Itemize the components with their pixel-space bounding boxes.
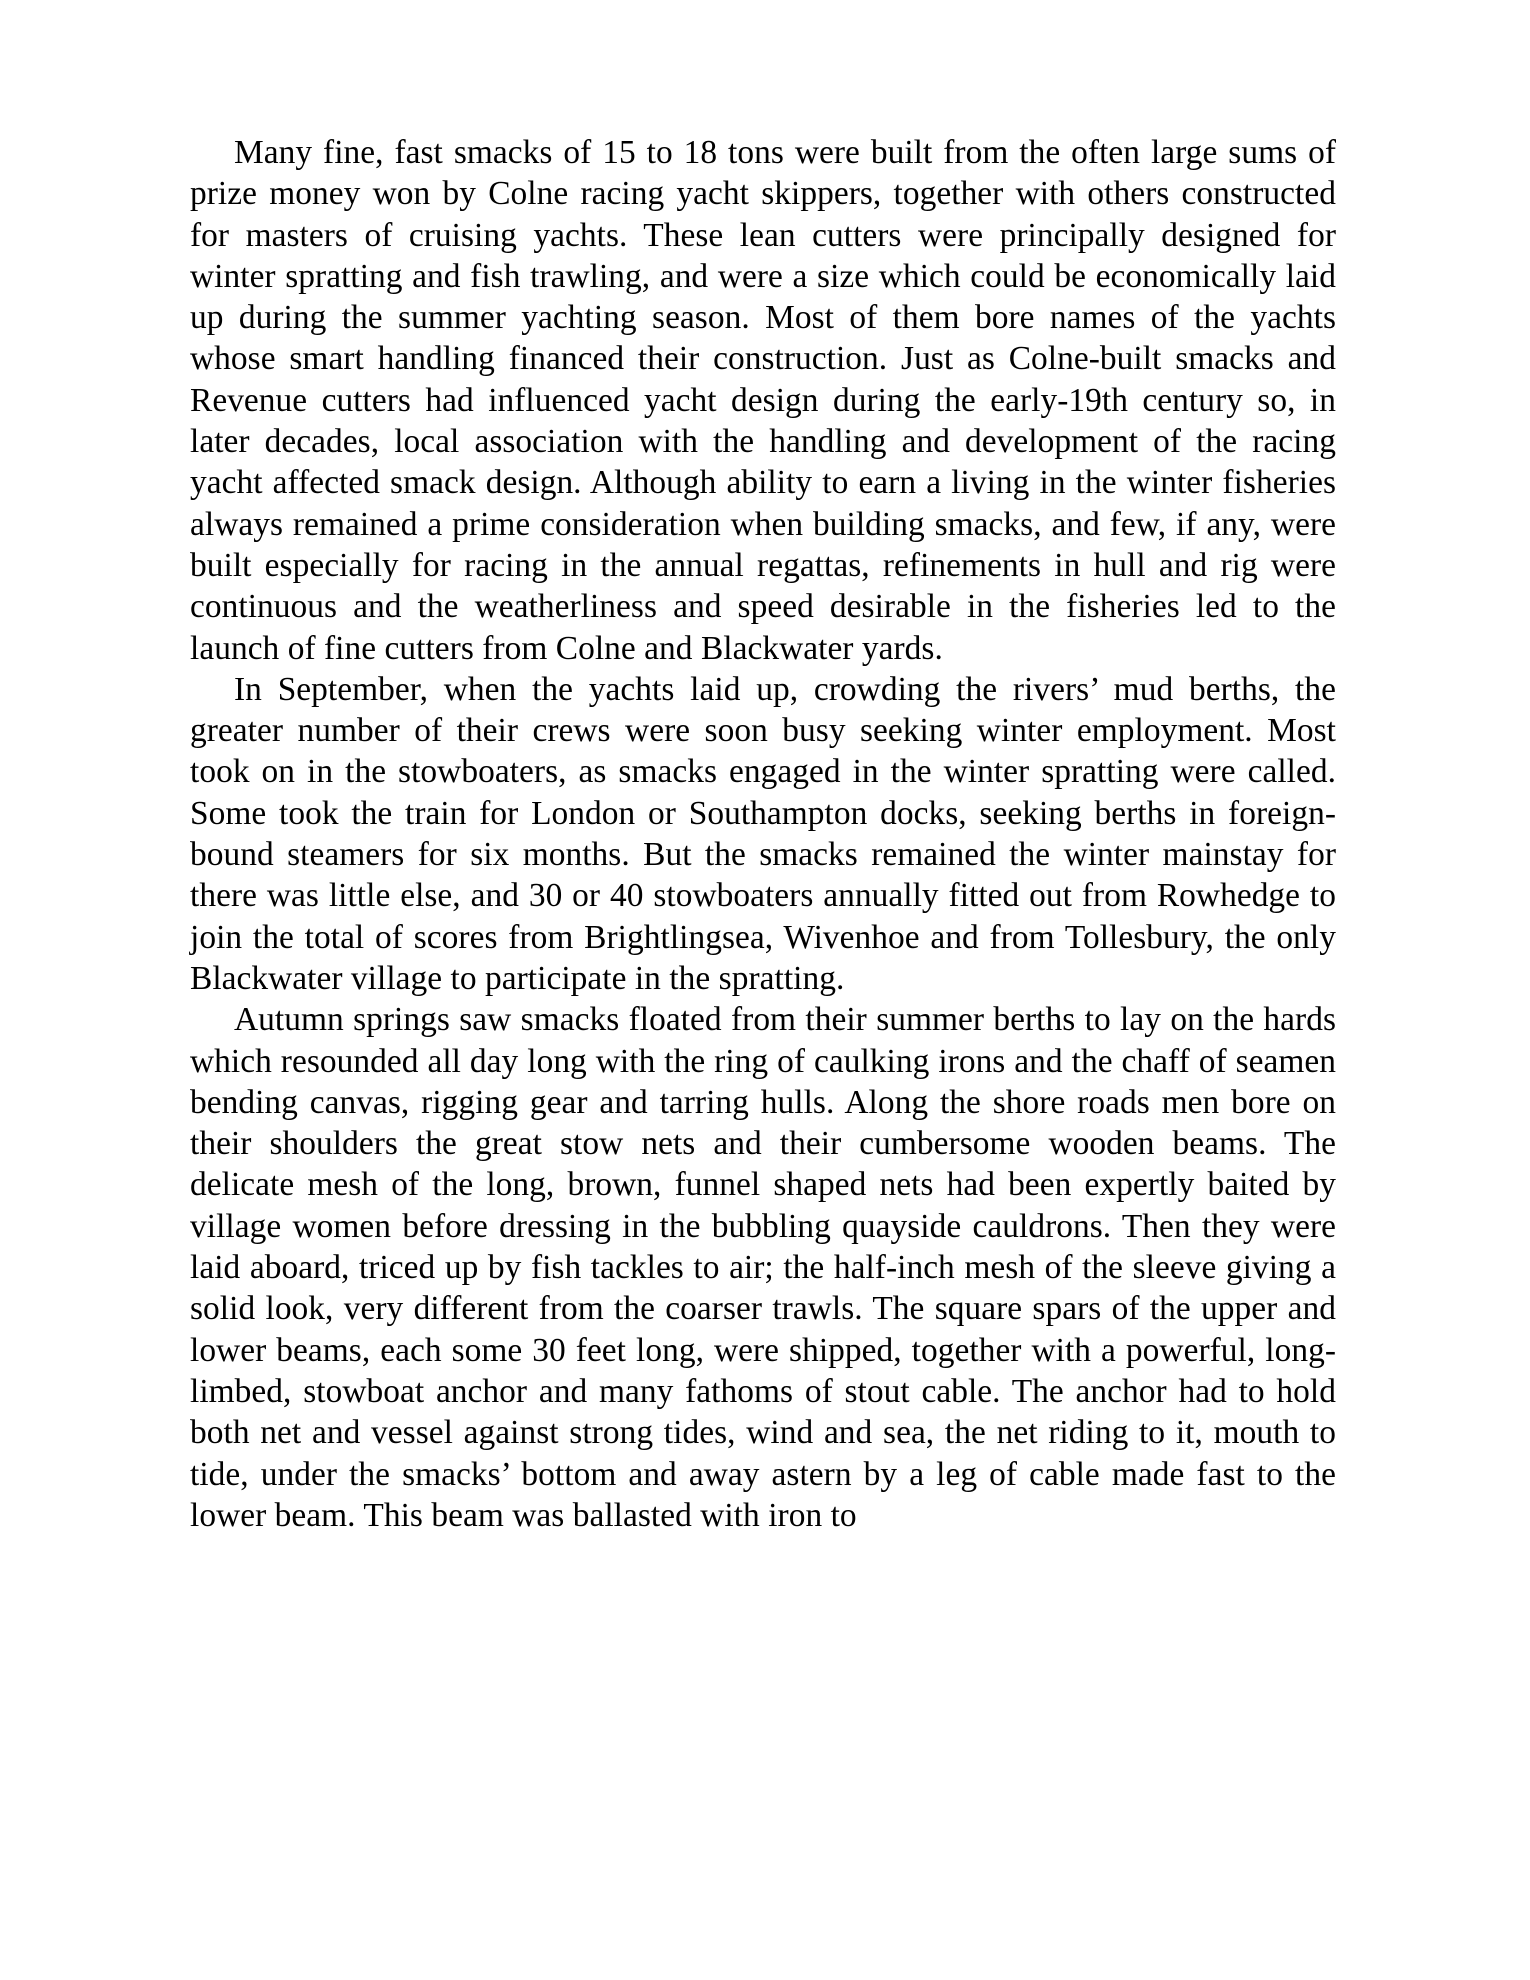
paragraph-3: Autumn springs saw smacks floated from their summer berths to lay on the hards which resounded all day long with the ring of caulking irons and the chaff of seamen bending canvas, rigging gear and tarring hulls. Along the shore roads men bore on their shoulders the great stow nets and their cumbersome wooden beams. The delicate mesh of the long, brown, funnel shaped nets had been expertly baited by village women before dressing in the bubbling quayside cauldrons. Then they were laid aboard, triced up by fish tackles to air; the half-inch mesh of the sleeve giving a solid look, very different from the coarser trawls. The square spars of the upper and lower beams, each some 30 feet long, were shipped, together with a powerful, long-limbed, stowboat anchor and many fathoms of stout cable. The anchor had to hold both net and vessel against strong tides, wind and sea, the net riding to it, mouth to tide, under the smacks’ bottom and away astern by a leg of cable made fast to the lower beam. This beam was ballasted with iron to <box>190 1001 1336 1534</box>
body-text-column <box>190 132 1336 1536</box>
paragraph-1: Many fine, fast smacks of 15 to 18 tons were built from the often large sums of prize money won by Colne racing yacht skippers, together with others constructed for masters of cruising yachts. These lean cutters were principally designed for winter spratting and fish trawling, and were a size which could be economically laid up during the summer yachting season. Most of them bore names of the yachts whose smart handling financed their construction. Just as Colne-built smacks and Revenue cutters had influenced yacht design during the early-19th century so, in later decades, local association with the handling and development of the racing yacht affected smack design. Although ability to earn a living in the winter fisheries always remained a prime consideration when building smacks, and few, if any, were built especially for racing in the annual regattas, refinements in hull and rig were continuous and the weatherliness and speed desirable in the fisheries led to the launch of fine cutters from Colne and Blackwater yards. <box>190 134 1336 667</box>
paragraph-2: In September, when the yachts laid up, crowding the rivers’ mud berths, the greater number of their crews were soon busy seeking winter employment. Most took on in the stowboaters, as smacks engaged in the winter spratting were called. Some took the train for London or Southampton docks, seeking berths in foreign-bound steamers for six months. But the smacks remained the winter mainstay for there was little else, and 30 or 40 stowboaters annually fitted out from Rowhedge to join the total of scores from Brightlingsea, Wivenhoe and from Tollesbury, the only Blackwater village to participate in the spratting. <box>190 670 1336 997</box>
